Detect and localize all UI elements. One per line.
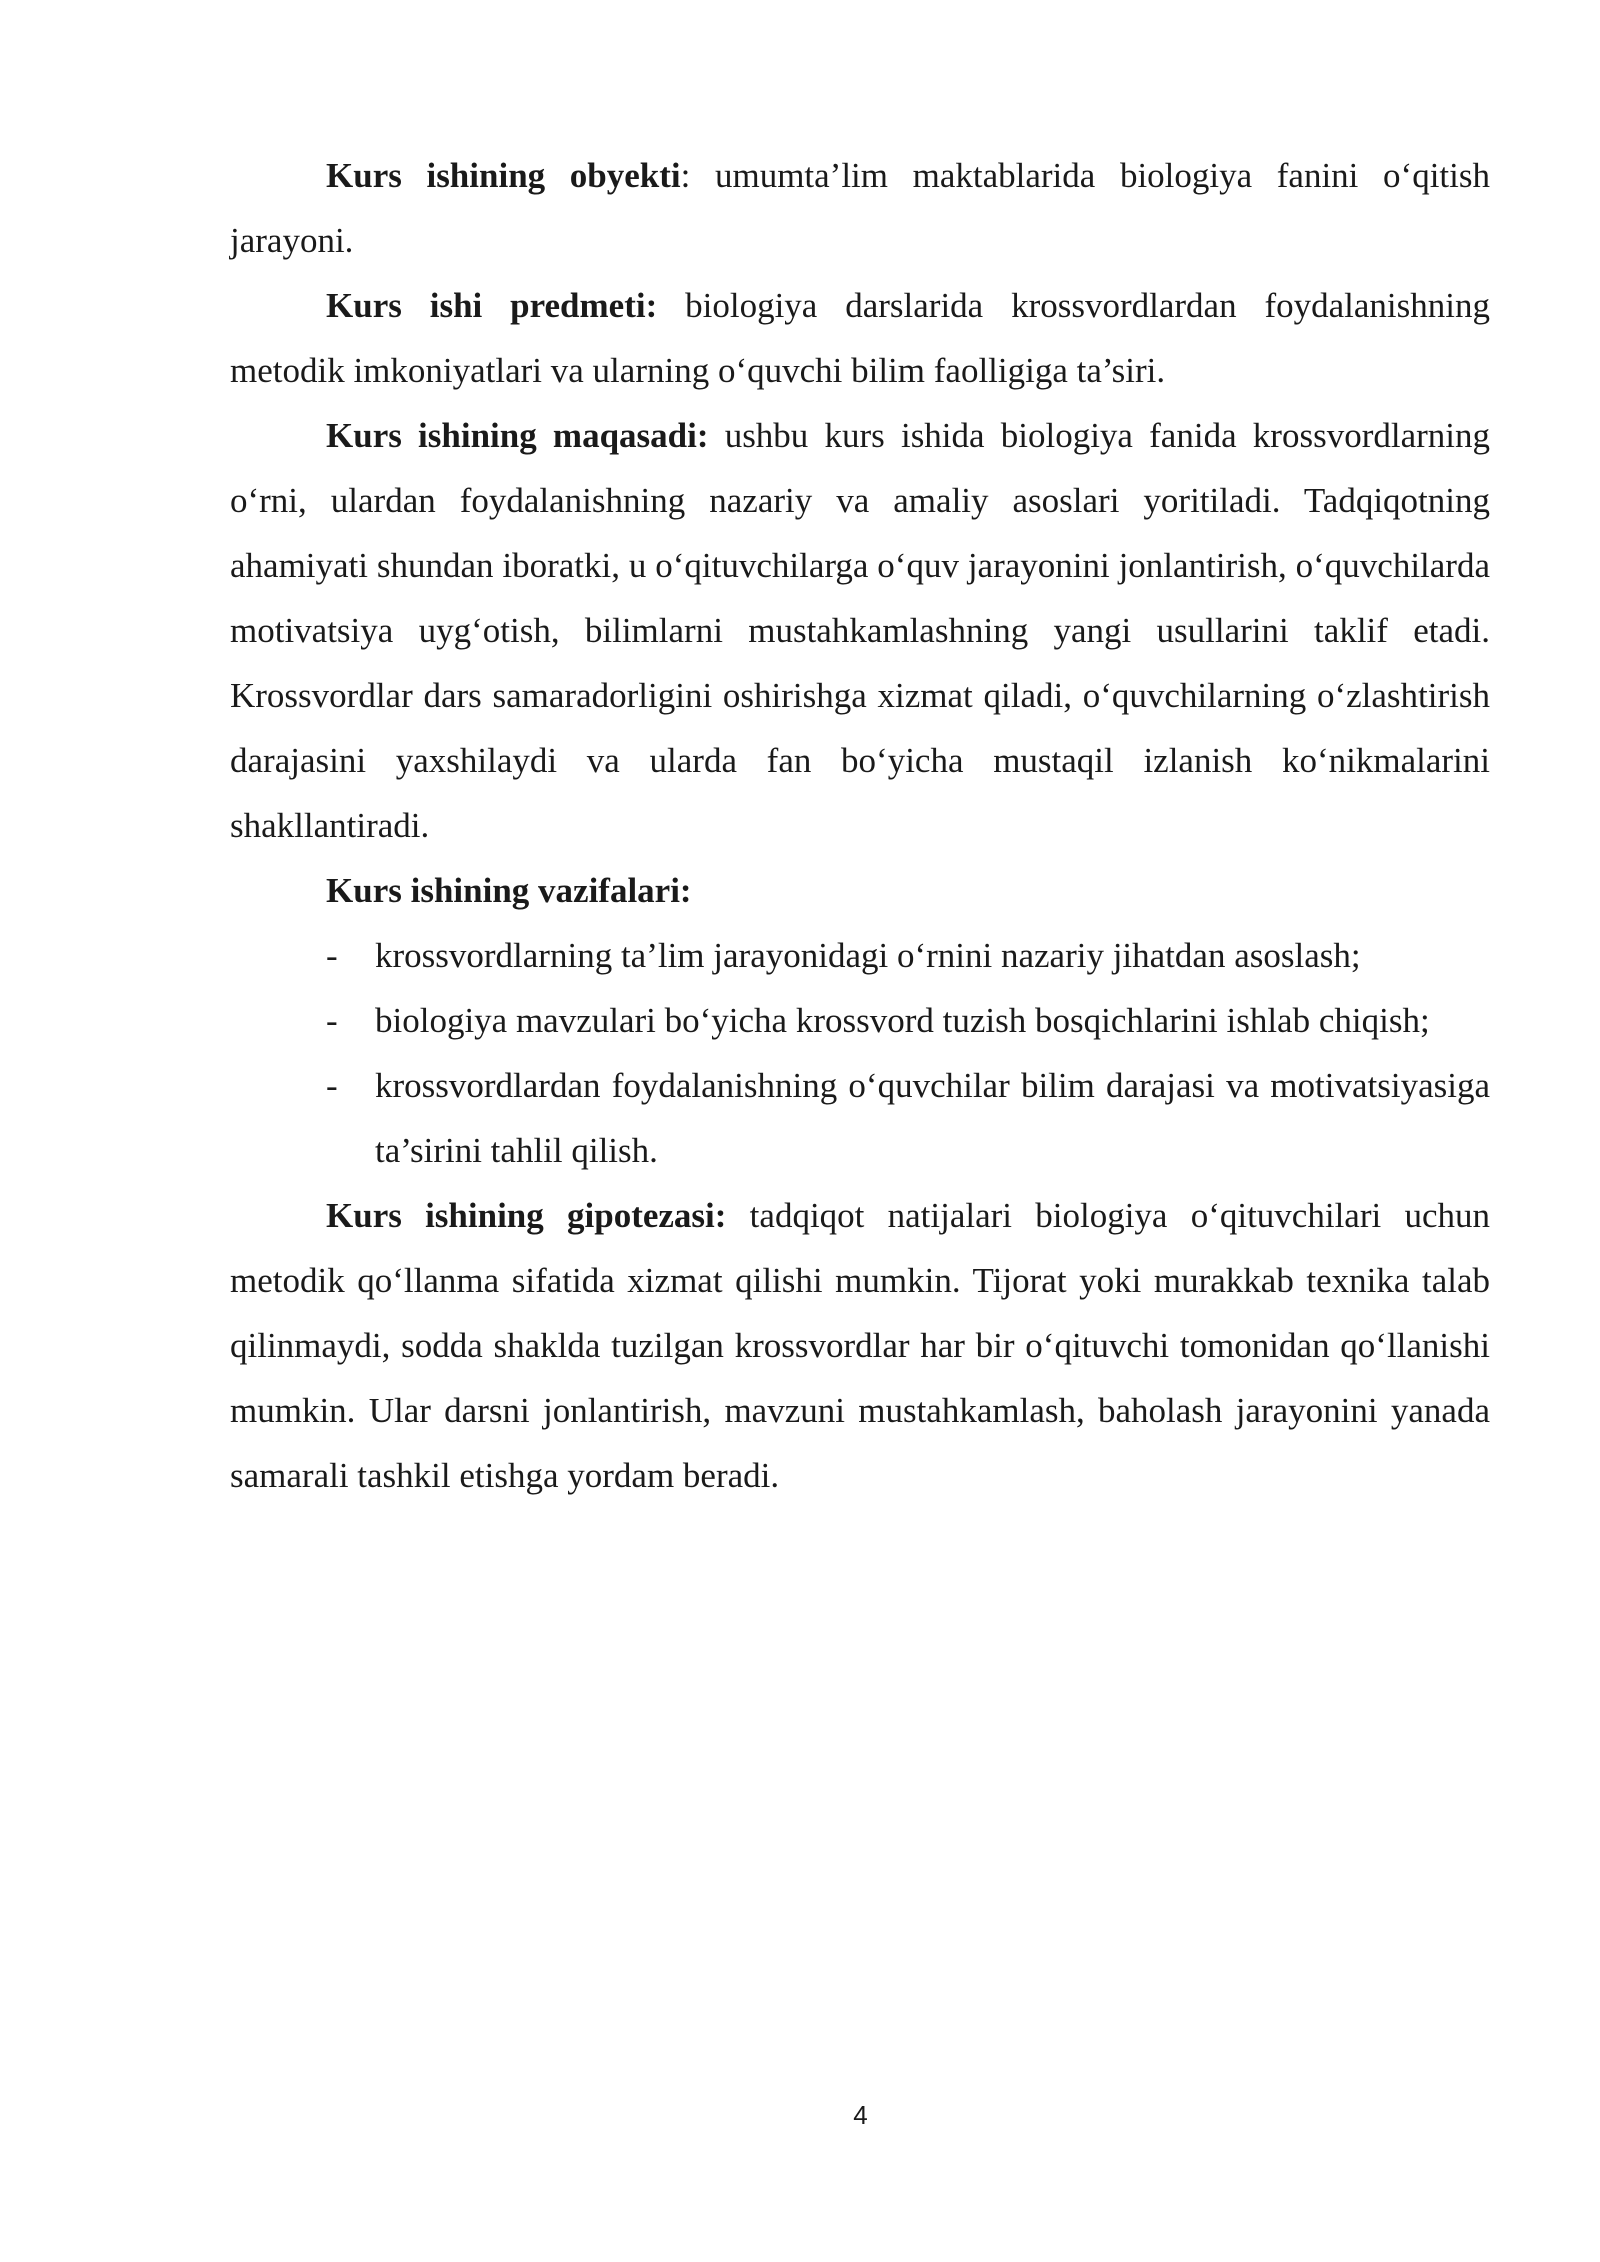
page-number: 4 [853, 2100, 868, 2130]
list-dash: - [326, 936, 338, 975]
vazifalar-list [230, 923, 1490, 1183]
list-item-text: krossvordlardan foydalanishning o‘quvchilar bilim darajasi va motivatsiyasiga ta’sirini tahlil qilish. [375, 1066, 1490, 1170]
gipoteza-text: tadqiqot natijalari biologiya o‘qituvchilari uchun metodik qo‘llanma sifatida xizmat qilishi mumkin. Tijorat yoki murakkab texnika talab qilinmaydi, sodda shaklda tuzilgan krossvordlar har bir o‘qituvchi tomonidan qo‘llanishi mumkin. Ular darsni jonlantirish, mavzuni mustahkamlash, baholash jarayonini yanada samarali tashkil etishga yordam beradi. [230, 1196, 1490, 1495]
list-item-text: biologiya mavzulari bo‘yicha krossvord tuzish bosqichlarini ishlab chiqish; [375, 1001, 1430, 1040]
list-item-text: krossvordlarning ta’lim jarayonidagi o‘rnini nazariy jihatdan asoslash; [375, 936, 1361, 975]
list-dash: - [326, 1066, 338, 1105]
gipoteza-label: Kurs ishining gipotezasi: [326, 1196, 727, 1235]
maqsad-label: Kurs ishining maqasadi: [326, 416, 709, 455]
predmet-text: biologiya darslarida krossvordlardan foydalanishning metodik imkoniyatlari va ularning o‘quvchi bilim faolligiga ta’siri. [230, 286, 1490, 390]
obyekt-text: : umumta’lim maktablarida biologiya fanini o‘qitish jarayoni. [230, 156, 1490, 260]
predmet-label: Kurs ishi predmeti: [326, 286, 658, 325]
paragraph-maqsad [230, 403, 1490, 858]
list-item [230, 1053, 1490, 1183]
maqsad-text: ushbu kurs ishida biologiya fanida krossvordlarning o‘rni, ulardan foydalanishning nazariy va amaliy asoslari yoritiladi. Tadqiqotning ahamiyati shundan iboratki, u o‘qituvchilarga o‘quv jarayonini jonlantirish, o‘quvchilarda motivatsiya uyg‘otish, bilimlarni mustahkamlashning yangi usullarini taklif etadi. Krossvordlar dars samaradorligini oshirishga xizmat qiladi, o‘quvchilarning o‘zlashtirish darajasini yaxshilaydi va ularda fan bo‘yicha mustaqil izlanish ko‘nikmalarini shakllantiradi. [230, 416, 1490, 845]
list-item [230, 988, 1490, 1053]
paragraph-predmet [230, 273, 1490, 403]
obyekt-label: Kurs ishining obyekti [326, 156, 681, 195]
page-content [230, 143, 1490, 1508]
vazifalar-heading: Kurs ishining vazifalari: [326, 871, 692, 910]
paragraph-gipoteza [230, 1183, 1490, 1508]
list-dash: - [326, 1001, 338, 1040]
list-item [230, 923, 1490, 988]
paragraph-obyekt [230, 143, 1490, 273]
